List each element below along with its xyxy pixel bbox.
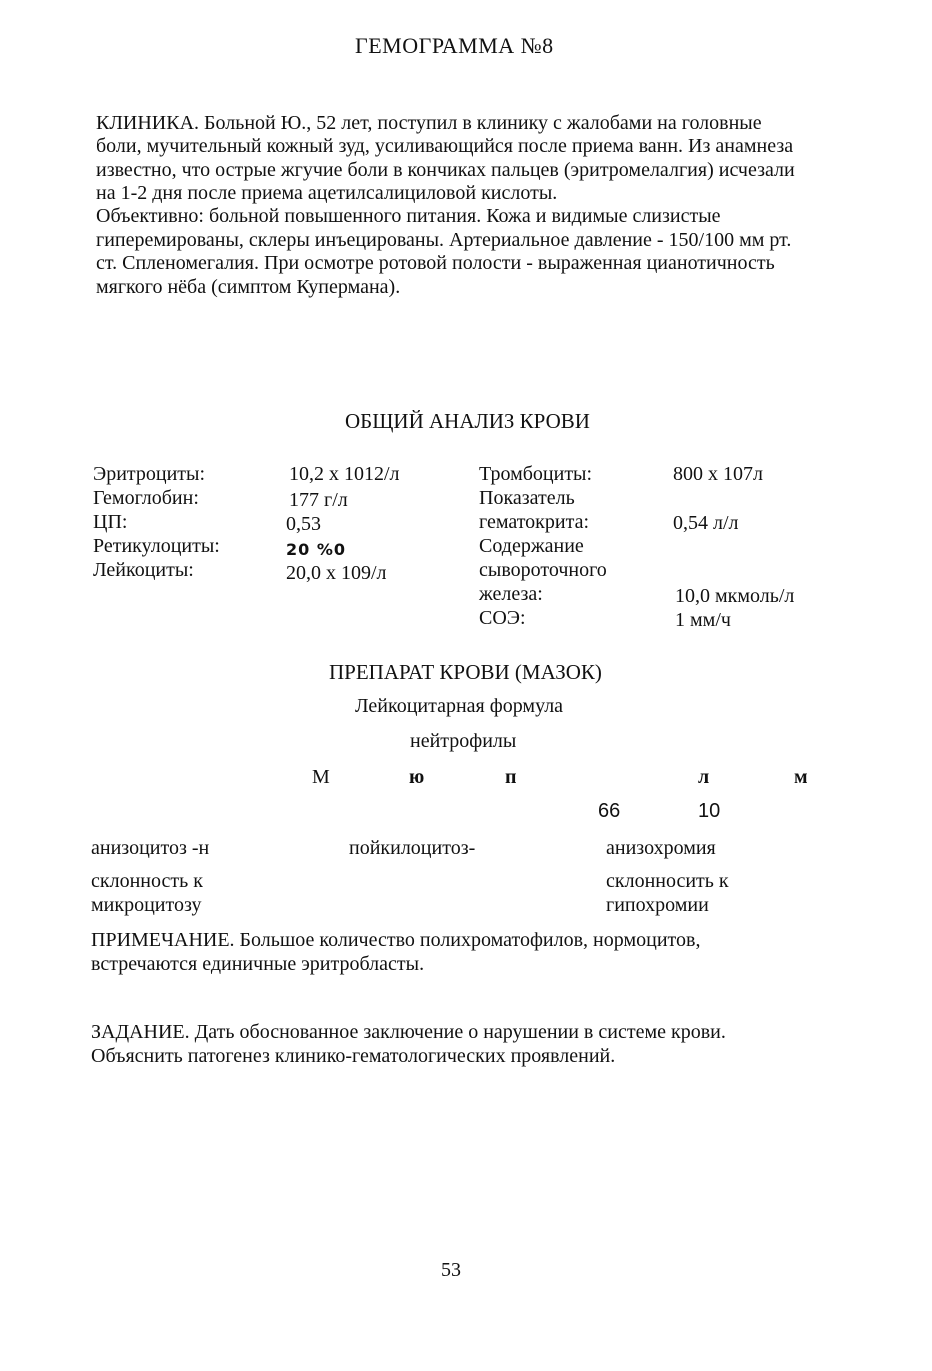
lab-value: 800 x 107л — [673, 463, 763, 485]
page-title: ГЕМОГРАММА №8 — [355, 33, 554, 58]
lab-label: сывороточного — [479, 559, 607, 581]
page-number: 53 — [441, 1259, 461, 1281]
column-header-yu: ю — [409, 766, 425, 788]
value-lymphocytes: 10 — [698, 800, 721, 822]
lab-value: 1 мм/ч — [675, 609, 731, 631]
clinic-line: ст. Спленомегалия. При осмотре ротовой полости - выраженная цианотичность — [96, 252, 775, 274]
task-line: Объяснить патогенез клинико-гематологических проявлений. — [91, 1045, 616, 1067]
value-segmented: 66 — [598, 800, 621, 822]
lab-value: 10,2 x 1012/л — [289, 463, 400, 485]
lab-value: 0,53 — [286, 513, 321, 535]
lab-value: 0,54 л/л — [673, 512, 739, 534]
lab-label: Ретикулоциты: — [93, 535, 220, 557]
lab-label: ЦП: — [93, 511, 128, 533]
column-header-m-upper: М — [312, 766, 330, 788]
lab-label: Гемоглобин: — [93, 487, 199, 509]
morph-poikilocytosis: пойкилоцитоз- — [349, 837, 476, 859]
note-line: встречаются единичные эритробласты. — [91, 953, 425, 975]
clinic-line: на 1-2 дня после приема ацетилсалициловой кислоты. — [96, 182, 558, 204]
section-title-smear: ПРЕПАРАТ КРОВИ (МАЗОК) — [329, 660, 602, 684]
morph-microcytosis: склонность к — [91, 870, 203, 892]
lab-label: Тромбоциты: — [479, 463, 593, 485]
note-line: ПРИМЕЧАНИЕ. Большое количество полихроматофилов, нормоцитов, — [91, 929, 701, 951]
lab-label: железа: — [479, 583, 543, 605]
clinic-line: известно, что острые жгучие боли в кончиках пальцев (эритромелалгия) исчезали — [96, 159, 795, 181]
morph-anisochromia: анизохромия — [606, 837, 716, 859]
lab-value: 10,0 мкмоль/л — [675, 585, 795, 607]
morph-microcytosis: микроцитозу — [91, 894, 202, 916]
morph-hypochromia: гипохромии — [606, 894, 709, 916]
column-header-p: п — [505, 766, 517, 788]
clinic-line: мягкого нёба (симптом Купермана). — [96, 276, 401, 298]
lab-value: 177 г/л — [289, 489, 348, 511]
smear-subtitle: Лейкоцитарная формула — [355, 695, 564, 717]
column-header-l: л — [698, 766, 710, 788]
lab-label: Показатель — [479, 487, 575, 509]
neutrophils-label: нейтрофилы — [410, 730, 517, 752]
clinic-line: гиперемированы, склеры инъецированы. Артериальное давление - 150/100 мм рт. — [96, 229, 792, 251]
lab-label: Содержание — [479, 535, 584, 557]
morph-hypochromia: склонносить к — [606, 870, 729, 892]
lab-label: Лейкоциты: — [93, 559, 194, 581]
lab-value: 20,0 x 109/л — [286, 562, 387, 584]
morph-anisocytosis: анизоцитоз -н — [91, 837, 210, 859]
lab-label: СОЭ: — [479, 607, 526, 629]
clinic-line: КЛИНИКА. Больной Ю., 52 лет, поступил в клинику с жалобами на головные — [96, 112, 762, 134]
clinic-line: Объективно: больной повышенного питания. Кожа и видимые слизистые — [96, 205, 721, 227]
lab-label: гематокрита: — [479, 511, 590, 533]
section-title-blood-analysis: ОБЩИЙ АНАЛИЗ КРОВИ — [345, 409, 590, 433]
lab-value: 20 %0 — [286, 540, 346, 559]
task-line: ЗАДАНИЕ. Дать обоснованное заключение о нарушении в системе крови. — [91, 1021, 726, 1043]
lab-label: Эритроциты: — [93, 463, 206, 485]
clinic-line: боли, мучительный кожный зуд, усиливающийся после приема ванн. Из анамнеза — [96, 135, 794, 157]
column-header-m-lower: м — [794, 766, 808, 788]
